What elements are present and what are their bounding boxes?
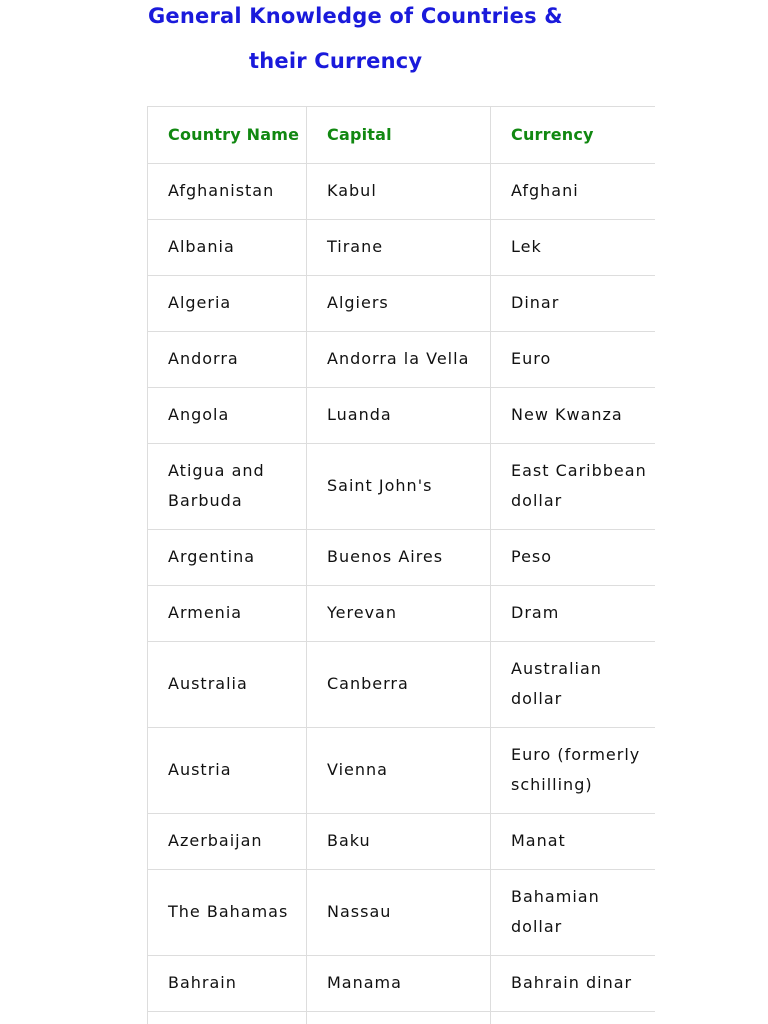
table-row-partial (148, 1011, 656, 1024)
table-row (148, 955, 656, 1011)
cell-empty (148, 1011, 307, 1024)
cell-capital: Saint John's (307, 443, 491, 529)
cell-capital: Vienna (307, 727, 491, 813)
page-title-line-1: General Knowledge of Countries & (148, 4, 563, 28)
cell-capital: Tirane (307, 219, 491, 275)
cell-currency: Australian dollar (491, 641, 656, 727)
cell-capital: Nassau (307, 869, 491, 955)
cell-currency: New Kwanza (491, 387, 656, 443)
table-row (148, 727, 656, 813)
cell-empty (307, 1011, 491, 1024)
cell-currency: East Caribbean dollar (491, 443, 656, 529)
header-country-name: Country Name (148, 107, 307, 163)
cell-country: Australia (148, 641, 307, 727)
cell-currency: Euro (491, 331, 656, 387)
cell-country: Armenia (148, 585, 307, 641)
currency-table (147, 107, 655, 1024)
table-row (148, 387, 656, 443)
table-row (148, 443, 656, 529)
cell-capital: Luanda (307, 387, 491, 443)
table-header-row (148, 107, 656, 163)
table-row (148, 163, 656, 219)
cell-country: Atigua and Barbuda (148, 443, 307, 529)
cell-currency: Afghani (491, 163, 656, 219)
cell-capital: Yerevan (307, 585, 491, 641)
header-currency: Currency (491, 107, 656, 163)
table-row (148, 529, 656, 585)
cell-capital: Kabul (307, 163, 491, 219)
table-row (148, 585, 656, 641)
cell-country: Algeria (148, 275, 307, 331)
cell-country: Afghanistan (148, 163, 307, 219)
table-row (148, 869, 656, 955)
table-row (148, 275, 656, 331)
cell-capital: Baku (307, 813, 491, 869)
cell-currency: Dram (491, 585, 656, 641)
cell-currency: Bahrain dinar (491, 955, 656, 1011)
cell-currency: Peso (491, 529, 656, 585)
cell-capital: Manama (307, 955, 491, 1011)
cell-country: The Bahamas (148, 869, 307, 955)
cell-currency: Manat (491, 813, 656, 869)
table-row (148, 813, 656, 869)
cell-country: Azerbaijan (148, 813, 307, 869)
cell-capital: Andorra la Vella (307, 331, 491, 387)
cell-capital: Algiers (307, 275, 491, 331)
header-capital: Capital (307, 107, 491, 163)
page-title-line-2: their Currency (249, 49, 423, 73)
cell-country: Andorra (148, 331, 307, 387)
cell-country: Austria (148, 727, 307, 813)
cell-country: Argentina (148, 529, 307, 585)
cell-currency: Lek (491, 219, 656, 275)
cell-currency: Bahamian dollar (491, 869, 656, 955)
cell-capital: Canberra (307, 641, 491, 727)
table-row (148, 641, 656, 727)
table-row (148, 331, 656, 387)
cell-country: Angola (148, 387, 307, 443)
table-row (148, 219, 656, 275)
currency-table-container (147, 106, 655, 1024)
cell-currency: Euro (formerly schilling) (491, 727, 656, 813)
cell-country: Bahrain (148, 955, 307, 1011)
cell-empty (491, 1011, 656, 1024)
cell-country: Albania (148, 219, 307, 275)
cell-capital: Buenos Aires (307, 529, 491, 585)
cell-currency: Dinar (491, 275, 656, 331)
